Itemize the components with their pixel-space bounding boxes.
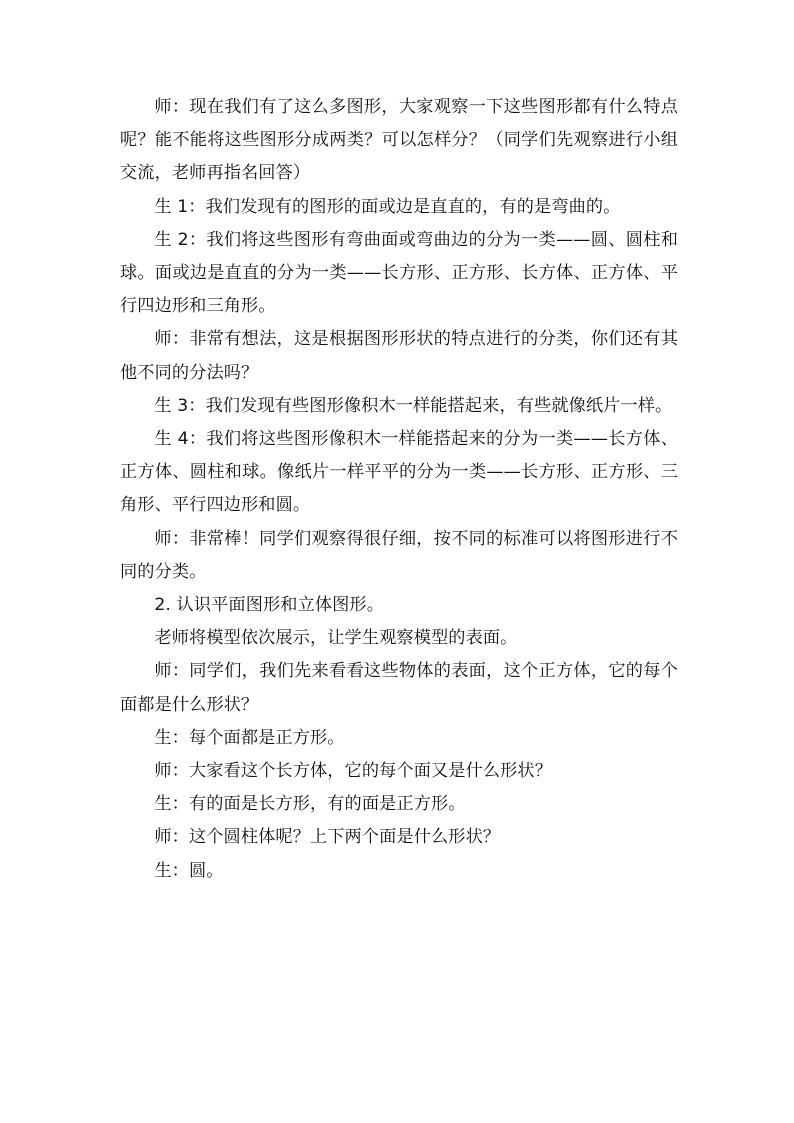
dialogue-paragraph: 师：非常棒！同学们观察得很仔细，按不同的标准可以将图形进行不同的分类。 — [120, 528, 678, 582]
dialogue-paragraph: 生：圆。 — [154, 860, 224, 881]
narration-paragraph: 老师将模型依次展示，让学生观察模型的表面。 — [154, 628, 518, 649]
document-body — [120, 91, 678, 888]
dialogue-paragraph: 师：这个圆柱体呢？上下两个面是什么形状？ — [154, 827, 501, 848]
dialogue-paragraph: 生：有的面是长方形，有的面是正方形。 — [154, 794, 466, 815]
dialogue-paragraph: 生 2：我们将这些图形有弯曲面或弯曲边的分为一类——圆、圆柱和球。面或边是直直的分为一类——长方形、正方形、长方体、正方体、平行四边形和三角形。 — [120, 229, 678, 317]
dialogue-paragraph: 生 4：我们将这些图形像积木一样能搭起来的分为一类——长方体、正方体、圆柱和球。像纸片一样平平的分为一类——长方形、正方形、三角形、平行四边形和圆。 — [120, 429, 678, 516]
section-heading: 2. 认识平面图形和立体图形。 — [154, 595, 385, 616]
dialogue-paragraph: 生 1：我们发现有的图形的面或边是直直的，有的是弯曲的。 — [154, 196, 621, 217]
dialogue-paragraph: 生：每个面都是正方形。 — [154, 727, 345, 748]
dialogue-paragraph: 师：非常有想法，这是根据图形形状的特点进行的分类，你们还有其他不同的分法吗？ — [120, 329, 678, 383]
dialogue-paragraph: 师：大家看这个长方体，它的每个面又是什么形状？ — [154, 761, 553, 782]
dialogue-paragraph: 师：现在我们有了这么多图形，大家观察一下这些图形都有什么特点呢？能不能将这些图形分成两类？可以怎样分？（同学们先观察进行小组交流，老师再指名回答） — [120, 97, 678, 184]
dialogue-paragraph: 生 3：我们发现有些图形像积木一样能搭起来，有些就像纸片一样。 — [154, 395, 673, 416]
dialogue-paragraph: 师：同学们，我们先来看看这些物体的表面，这个正方体，它的每个面都是什么形状？ — [120, 661, 678, 715]
